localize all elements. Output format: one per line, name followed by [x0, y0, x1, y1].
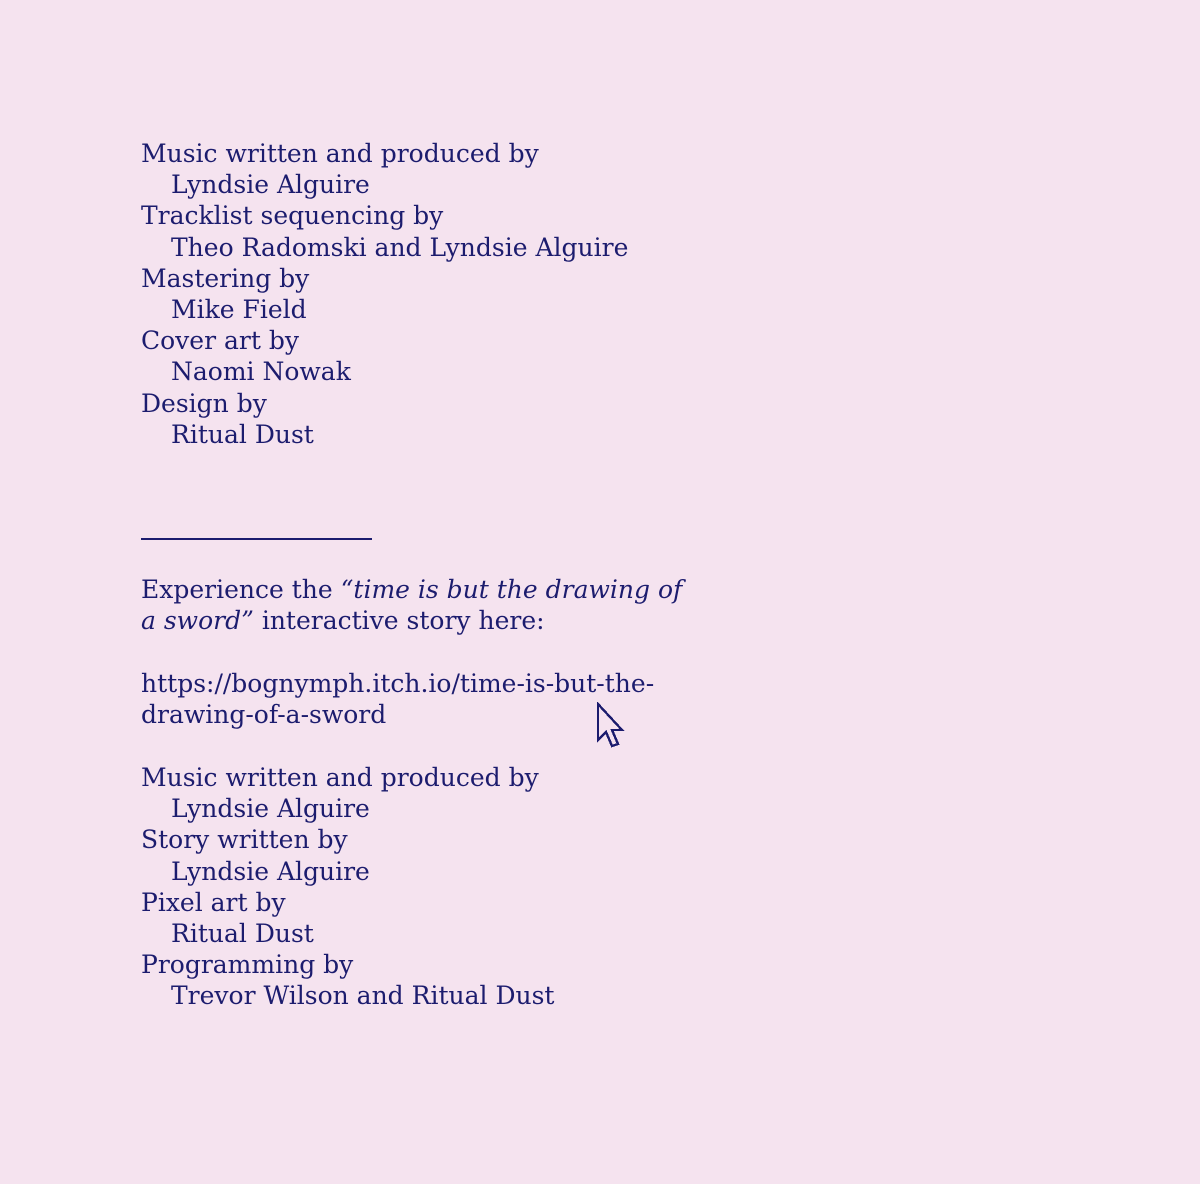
credit-name: Lyndsie Alguire — [171, 794, 370, 824]
credit-role: Music written and produced by — [141, 763, 539, 792]
interactive-story-intro — [141, 574, 701, 636]
credit-role: Cover art by — [141, 326, 299, 356]
story-title: “time is but the drawing of a sword” — [141, 575, 683, 636]
story-credits — [141, 762, 554, 1012]
pixel-arrow-cursor-icon — [596, 702, 626, 752]
credit-role: Music written and produced by — [141, 139, 539, 168]
intro-prefix: Experience the — [141, 575, 341, 604]
credit-name: Lyndsie Alguire — [171, 856, 370, 886]
credit-role: Story written by — [141, 825, 348, 855]
credit-name: Lyndsie Alguire — [171, 170, 370, 200]
section-divider — [141, 538, 372, 540]
intro-suffix: interactive story here: — [253, 606, 545, 636]
credit-name: Ritual Dust — [171, 919, 314, 949]
credit-name: Naomi Nowak — [171, 357, 351, 387]
album-credits — [141, 138, 628, 450]
credit-name: Trevor Wilson and Ritual Dust — [171, 981, 555, 1011]
story-link-line-2[interactable]: drawing-of-a-sword — [141, 700, 387, 730]
credit-name: Ritual Dust — [171, 419, 314, 449]
credit-role: Programming by — [141, 950, 354, 980]
credit-role: Design by — [141, 388, 267, 418]
credit-name: Theo Radomski and Lyndsie Alguire — [171, 232, 629, 262]
credit-role: Tracklist sequencing by — [141, 201, 444, 231]
story-link-line-1[interactable]: https://bognymph.itch.io/time-is-but-the- — [141, 669, 655, 698]
credit-name: Mike Field — [171, 295, 307, 325]
credit-role: Mastering by — [141, 263, 310, 293]
credit-role: Pixel art by — [141, 887, 286, 917]
